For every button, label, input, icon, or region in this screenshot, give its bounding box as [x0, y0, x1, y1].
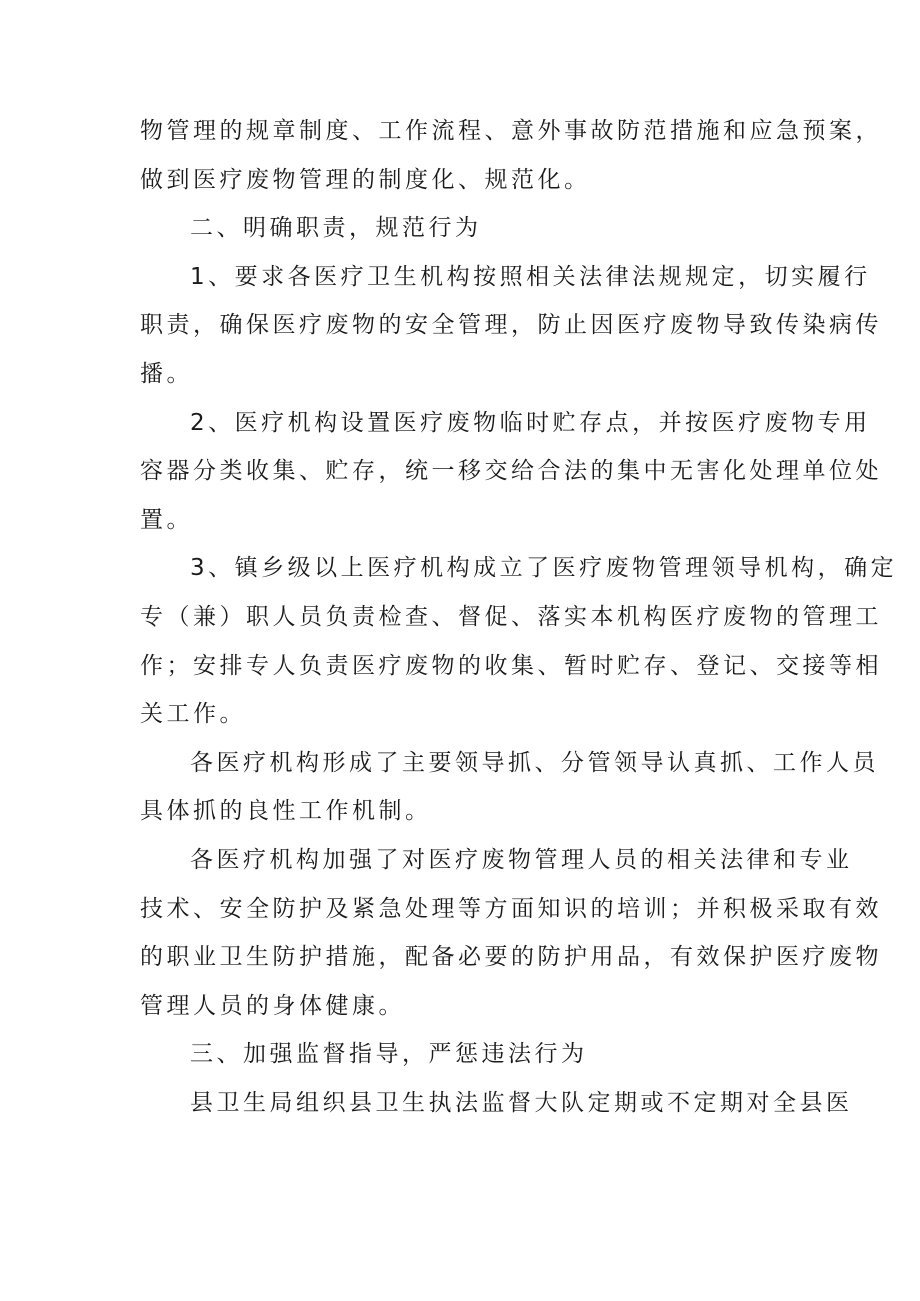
- text-line: 管理人员的身体健康。: [140, 992, 405, 1019]
- text-line: 1、要求各医疗卫生机构按照相关法律法规规定，切实履行: [190, 263, 871, 290]
- text-line: 容器分类收集、贮存，统一移交给合法的集中无害化处理单位处: [140, 458, 882, 485]
- text-line: 专（兼）职人员负责检查、督促、落实本机构医疗废物的管理工: [140, 603, 882, 630]
- text-line: 职责，确保医疗废物的安全管理，防止因医疗废物导致传染病传: [140, 312, 882, 339]
- text-line: 的职业卫生防护措施，配备必要的防护用品，有效保护医疗废物: [140, 944, 882, 971]
- text-line: 置。: [140, 506, 193, 533]
- text-line: 县卫生局组织县卫生执法监督大队定期或不定期对全县医: [190, 1089, 853, 1116]
- text-line: 作；安排专人负责医疗废物的收集、暂时贮存、登记、交接等相: [140, 652, 882, 679]
- text-line: 做到医疗废物管理的制度化、规范化。: [140, 166, 591, 193]
- text-line: 播。: [140, 360, 193, 387]
- text-line: 各医疗机构形成了主要领导抓、分管领导认真抓、工作人员: [190, 749, 879, 776]
- text-line: 2、医疗机构设置医疗废物临时贮存点，并按医疗废物专用: [190, 409, 871, 436]
- text-line: 关工作。: [140, 701, 246, 728]
- section-heading: 三、加强监督指导，严惩违法行为: [190, 1041, 588, 1068]
- text-line: 3、镇乡级以上医疗机构成立了医疗废物管理领导机构，确定: [190, 555, 898, 582]
- body-text: [140, 107, 898, 1127]
- text-line: 物管理的规章制度、工作流程、意外事故防范措施和应急预案，: [140, 118, 882, 144]
- text-line: 各医疗机构加强了对医疗废物管理人员的相关法律和专业: [190, 846, 853, 873]
- text-line: 技术、安全防护及紧急处理等方面知识的培训；并积极采取有效: [140, 895, 882, 922]
- text-line: 具体抓的良性工作机制。: [140, 798, 432, 825]
- section-heading: 二、明确职责，规范行为: [190, 215, 482, 242]
